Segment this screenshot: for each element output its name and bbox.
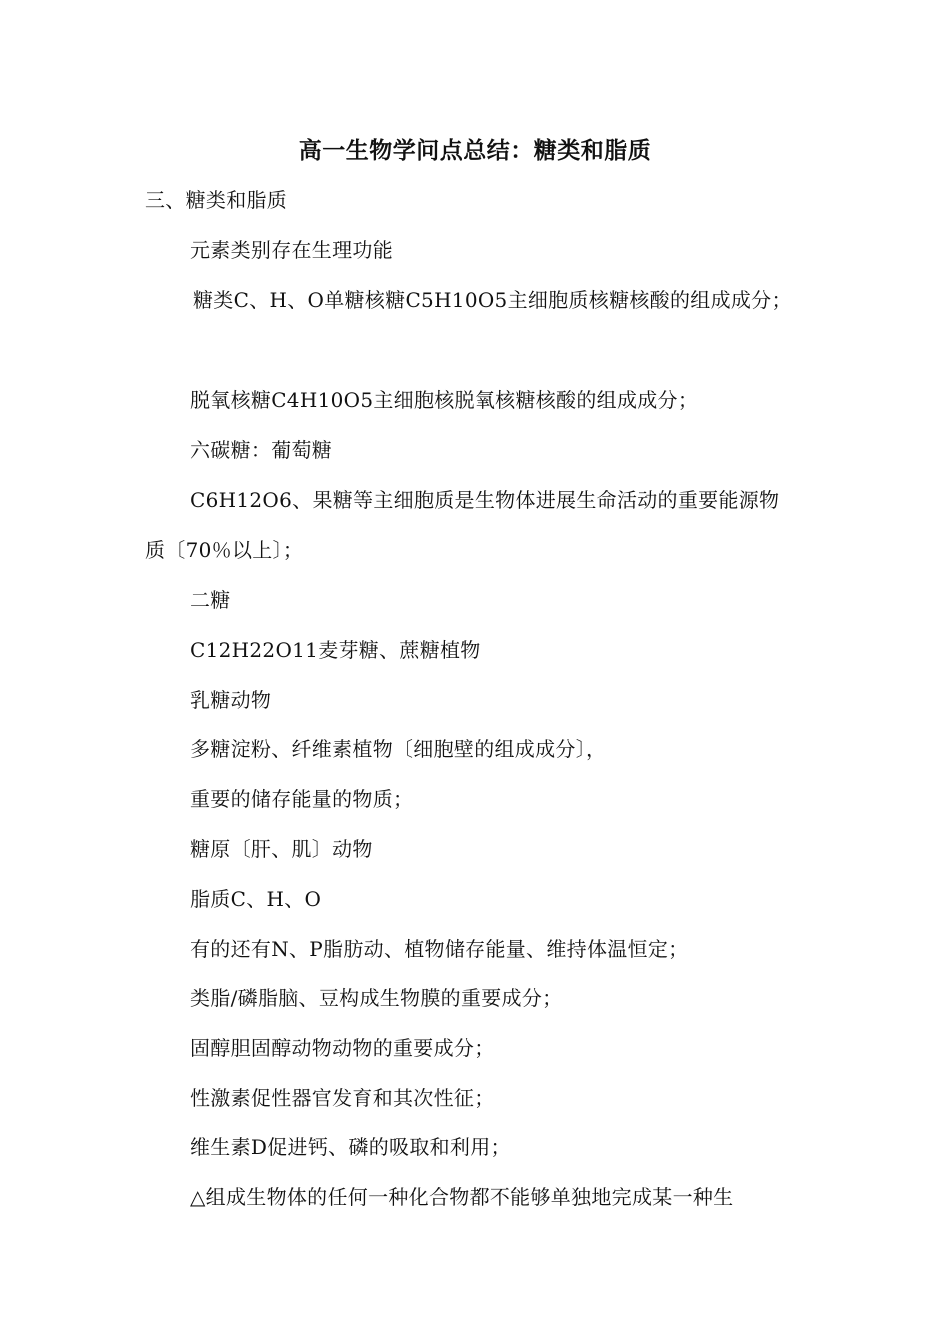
paragraph-line: 有的还有N、P脂肪动、植物储存能量、维持体温恒定； xyxy=(190,937,689,961)
paragraph-line: 六碳糖：葡萄糖 xyxy=(190,438,333,462)
paragraph-line: 糖类C、H、O单糖核糖C5H10O5主细胞质核糖核酸的组成成分； xyxy=(193,288,792,312)
paragraph-line: △组成生物体的任何一种化合物都不能够单独地完成某一种生 xyxy=(190,1185,734,1209)
paragraph-line: 多糖淀粉、纤维素植物〔细胞壁的组成成分〕， xyxy=(190,737,607,761)
paragraph-line: 乳糖动物 xyxy=(190,688,272,712)
paragraph-line: 维生素D促进钙、磷的吸取和利用； xyxy=(190,1135,511,1159)
paragraph-line: 脂质C、H、O xyxy=(190,887,322,911)
paragraph-line: C6H12O6、果糖等主细胞质是生物体进展生命活动的重要能源物 xyxy=(190,488,780,512)
paragraph-line: 元素类别存在生理功能 xyxy=(190,238,393,262)
paragraph-line: 二糖 xyxy=(190,588,231,612)
paragraph-line: 类脂/磷脂脑、豆构成生物膜的重要成分； xyxy=(190,986,563,1010)
section-heading: 三、糖类和脂质 xyxy=(145,188,288,212)
paragraph-line: 重要的储存能量的物质； xyxy=(190,787,414,811)
document-title: 高一生物学问点总结：糖类和脂质 xyxy=(298,138,652,164)
paragraph-line: 固醇胆固醇动物动物的重要成分； xyxy=(190,1036,495,1060)
paragraph-line: 性激素促性器官发育和其次性征； xyxy=(190,1086,495,1110)
paragraph-line: 脱氧核糖C4H10O5主细胞核脱氧核糖核酸的组成成分； xyxy=(190,388,699,412)
paragraph-line: 糖原〔肝、肌〕动物 xyxy=(190,837,373,861)
paragraph-line: 质〔70％以上〕； xyxy=(145,538,304,562)
paragraph-line: C12H22O11麦芽糖、蔗糖植物 xyxy=(190,638,481,662)
